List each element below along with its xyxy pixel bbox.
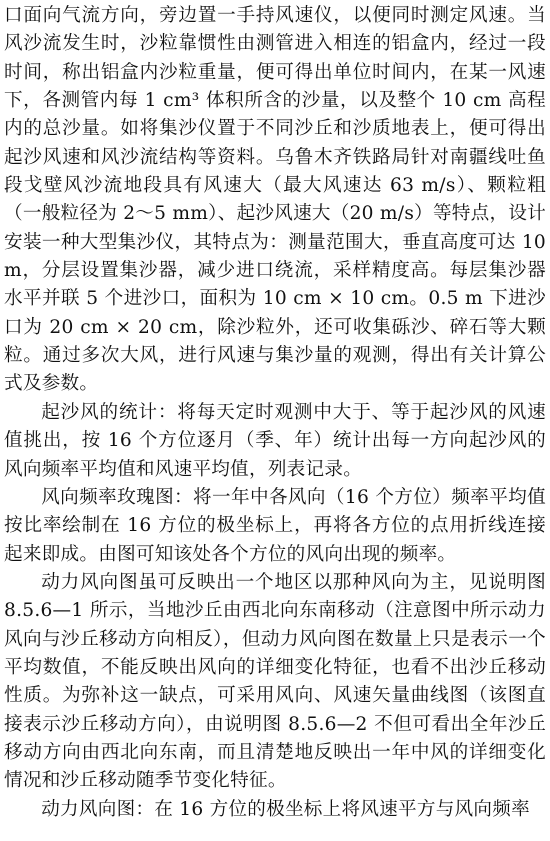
document-page — [4, 2, 546, 839]
paragraph-sand-wind-statistics: 起沙风的统计：将每天定时观测中大于、等于起沙风的风速值挑出，按 16 个方位逐月（季、年）统计出每一方向起沙风的风向频率平均值和风速平均值，列表记录。 — [4, 401, 546, 480]
paragraph-dynamic-wind-definition: 动力风向图：在 16 方位的极坐标上将风速平方与风向频率 — [41, 798, 530, 820]
paragraph-wind-rose: 风向频率玫瑰图：将一年中各风向（16 个方位）频率平均值按比率绘制在 16 方位的极坐标上，再将各方位的点用折线连接起来即成。由图可知该处各个方位的风向出现的频率。 — [4, 486, 546, 565]
paragraph-dynamic-wind-limitations: 动力风向图虽可反映出一个地区以那种风向为主，见说明图 8.5.6—1 所示，当地沙丘由西北向东南移动（注意图中所示动力风向与沙丘移动方向相反），但动力风向图在数量上只是表示一个平均数值，不能反映出风向的详细变化特征，也看不出沙丘移动性质。为弥补这一缺点，可采用风向、风速矢量曲线图（该图直接表示沙丘移动方向），由说明图 8.5.6—2 不但可看出全年沙丘移动方向由西北向东南，而且清楚地反映出一年中风的详细变化情况和沙丘移动随季节变化特征。 — [4, 571, 546, 792]
paragraph-sand-collector: 口面向气流方向，旁边置一手持风速仪，以便同时测定风速。当风沙流发生时，沙粒靠惯性由测管进入相连的铝盒内，经过一段时间，称出铝盒内沙粒重量，便可得出单位时间内，在某一风速下，各测管内每 1 cm³ 体积所含的沙量，以及整个 10 cm 高程内的总沙量。如将集沙仪置于不同沙丘和沙质地表上，便可得出起沙风速和风沙流结构等资料。乌鲁木齐铁路局针对南疆线吐鱼段戈壁风沙流地段具有风速大（最大风速达 63 m/s）、颗粒粗（一般粒径为 2～5 mm）、起沙风速大（20 m/s）等特点，设计安装一种大型集沙仪，其特点为：测量范围大，垂直高度可达 10 m，分层设置集沙器，减少进口绕流，采样精度高。每层集沙器水平并联 5 个进沙口，面积为 10 cm × 10 cm。0.5 m 下进沙口为 20 cm × 20 cm，除沙粒外，还可收集砾沙、碎石等大颗粒。通过多次大风，进行风速与集沙量的观测，得出有关计算公式及参数。 — [4, 5, 546, 395]
